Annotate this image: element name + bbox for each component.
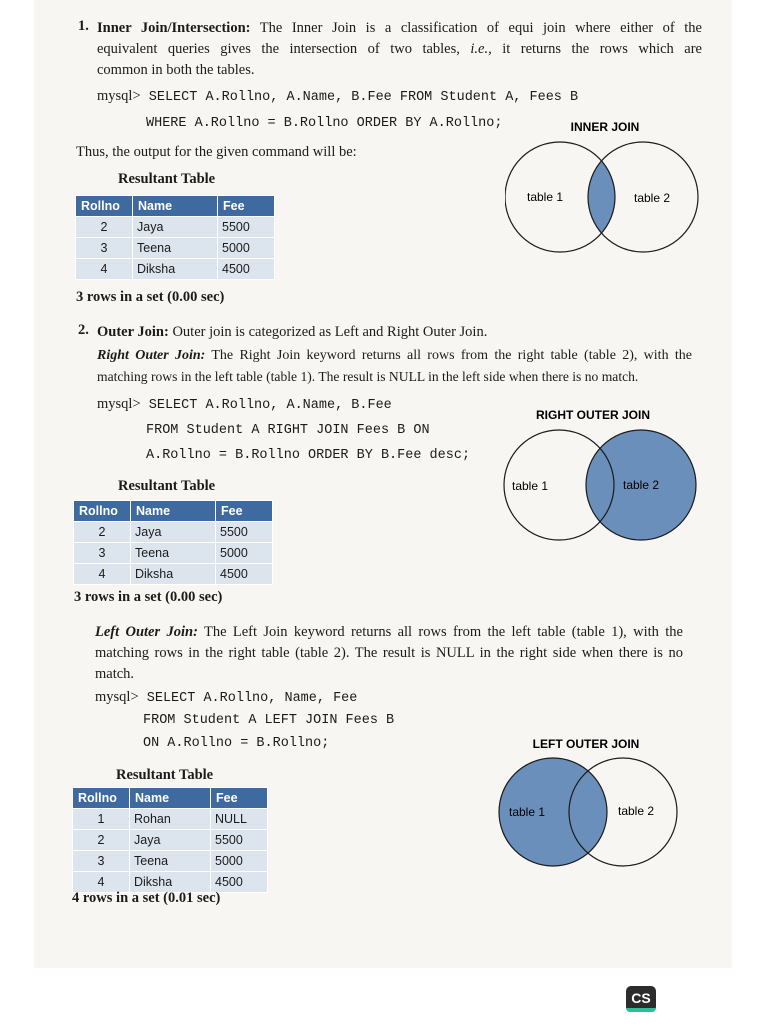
section1-table-title: Resultant Table: [118, 171, 216, 187]
section1-number: 1.: [78, 18, 89, 34]
table-row: 2 Jaya 5500: [74, 522, 273, 543]
table-row: 4 Diksha 4500: [73, 872, 268, 893]
venn-label-left: table 1: [511, 479, 549, 493]
table-row: 2 Jaya 5500: [73, 830, 268, 851]
right-outer-join-venn-diagram: [500, 405, 700, 575]
table-row: 4 Diksha 4500: [76, 259, 275, 280]
venn-label-left: table 1: [526, 190, 564, 204]
section1-line2b: it returns the rows which are: [491, 41, 702, 57]
section1-result-note: 3 rows in a set (0.00 sec): [76, 289, 225, 305]
section1-heading: Inner Join/Intersection:: [97, 20, 251, 36]
section1-line3: common in both the tables.: [97, 62, 255, 78]
right-outer-join-title: RIGHT OUTER JOIN: [535, 408, 651, 422]
section3-result-note: 4 rows in a set (0.01 sec): [72, 890, 221, 906]
table-row: 3 Teena 5000: [73, 851, 268, 872]
table-row: 2 Jaya 5500: [76, 217, 275, 238]
inner-join-title: INNER JOIN: [570, 120, 640, 134]
section2-query-line2: FROM Student A RIGHT JOIN Fees B ON: [146, 423, 430, 438]
section2-result-note: 3 rows in a set (0.00 sec): [74, 589, 223, 605]
left-outer-heading: Left Outer Join:: [95, 624, 198, 640]
venn-label-right: table 2: [633, 191, 671, 205]
table-row: 4 Diksha 4500: [74, 564, 273, 585]
section1-query-line2: WHERE A.Rollno = B.Rollno ORDER BY A.Rollno;: [146, 116, 503, 131]
table-row: 3 Teena 5000: [76, 238, 275, 259]
section1-output-intro: Thus, the output for the given command will be:: [76, 144, 357, 160]
venn-label-left: table 1: [508, 805, 546, 819]
col-header-rollno: Rollno: [76, 196, 133, 217]
section2-query-line3: A.Rollno = B.Rollno ORDER BY B.Fee desc;: [146, 448, 471, 463]
camscanner-logo: [626, 986, 656, 1012]
table-row: 1 Rohan NULL: [73, 809, 268, 830]
section1-line2a: equivalent queries gives the intersection of two tables,: [97, 41, 471, 57]
section2-query-line1: mysql> SELECT A.Rollno, A.Name, B.Fee: [97, 396, 392, 413]
logo-accent-bar: [626, 1008, 656, 1012]
section3-table-title: Resultant Table: [116, 767, 214, 783]
section1-result-table: [75, 195, 275, 280]
venn-label-right: table 2: [622, 478, 660, 492]
col-header-name: Name: [133, 196, 218, 217]
col-header-fee: Fee: [218, 196, 275, 217]
section1-line1: The Inner Join is a classification of equi join where either of the: [259, 20, 702, 36]
section1-paragraph: [97, 18, 702, 81]
inner-join-venn-diagram: [505, 115, 705, 290]
section1-query-line1: mysql> SELECT A.Rollno, A.Name, B.Fee FROM Student A, Fees B: [97, 88, 579, 105]
right-outer-heading: Right Outer Join:: [97, 348, 206, 363]
section2-intro-line: [97, 322, 697, 343]
section3-query-line1: mysql> SELECT A.Rollno, Name, Fee: [95, 689, 358, 706]
section3-result-table: Rollno Name Fee 1 Rohan NULL 2 Jaya 5500 3 Teena 5000 4 Diksha 4500: [72, 787, 268, 893]
table-row: 3 Teena 5000: [74, 543, 273, 564]
section2-result-table: Rollno Name Fee 2 Jaya 5500 3 Teena 5000 4 Diksha 4500: [73, 500, 273, 585]
section2-number: 2.: [78, 322, 89, 338]
section2-table-title: Resultant Table: [118, 478, 216, 494]
section3-left-paragraph: Left Outer Join: The Left Join keyword returns all rows from the left table (table 1), with the matching rows in the right table (table 2). The result is NULL in the right side when there is no match.: [95, 624, 683, 682]
section3-query-line3: ON A.Rollno = B.Rollno;: [143, 736, 330, 751]
section1-prompt: mysql>: [97, 88, 141, 104]
section2-heading: Outer Join:: [97, 324, 169, 340]
section2-right-paragraph: Right Outer Join: The Right Join keyword returns all rows from the right table (table 2), with the matching rows in the left table (table 1). The result is NULL in the left side when there is no match.: [97, 348, 692, 384]
left-outer-join-venn-diagram: [490, 733, 690, 868]
section2-intro: Outer join is categorized as Left and Right Outer Join.: [172, 324, 488, 340]
logo-text: CS: [631, 990, 651, 1006]
left-outer-join-title: LEFT OUTER JOIN: [532, 737, 640, 751]
section1-ie: i.e.,: [470, 41, 492, 57]
venn-label-right: table 2: [617, 804, 655, 818]
section3-query-line2: FROM Student A LEFT JOIN Fees B: [143, 713, 395, 728]
